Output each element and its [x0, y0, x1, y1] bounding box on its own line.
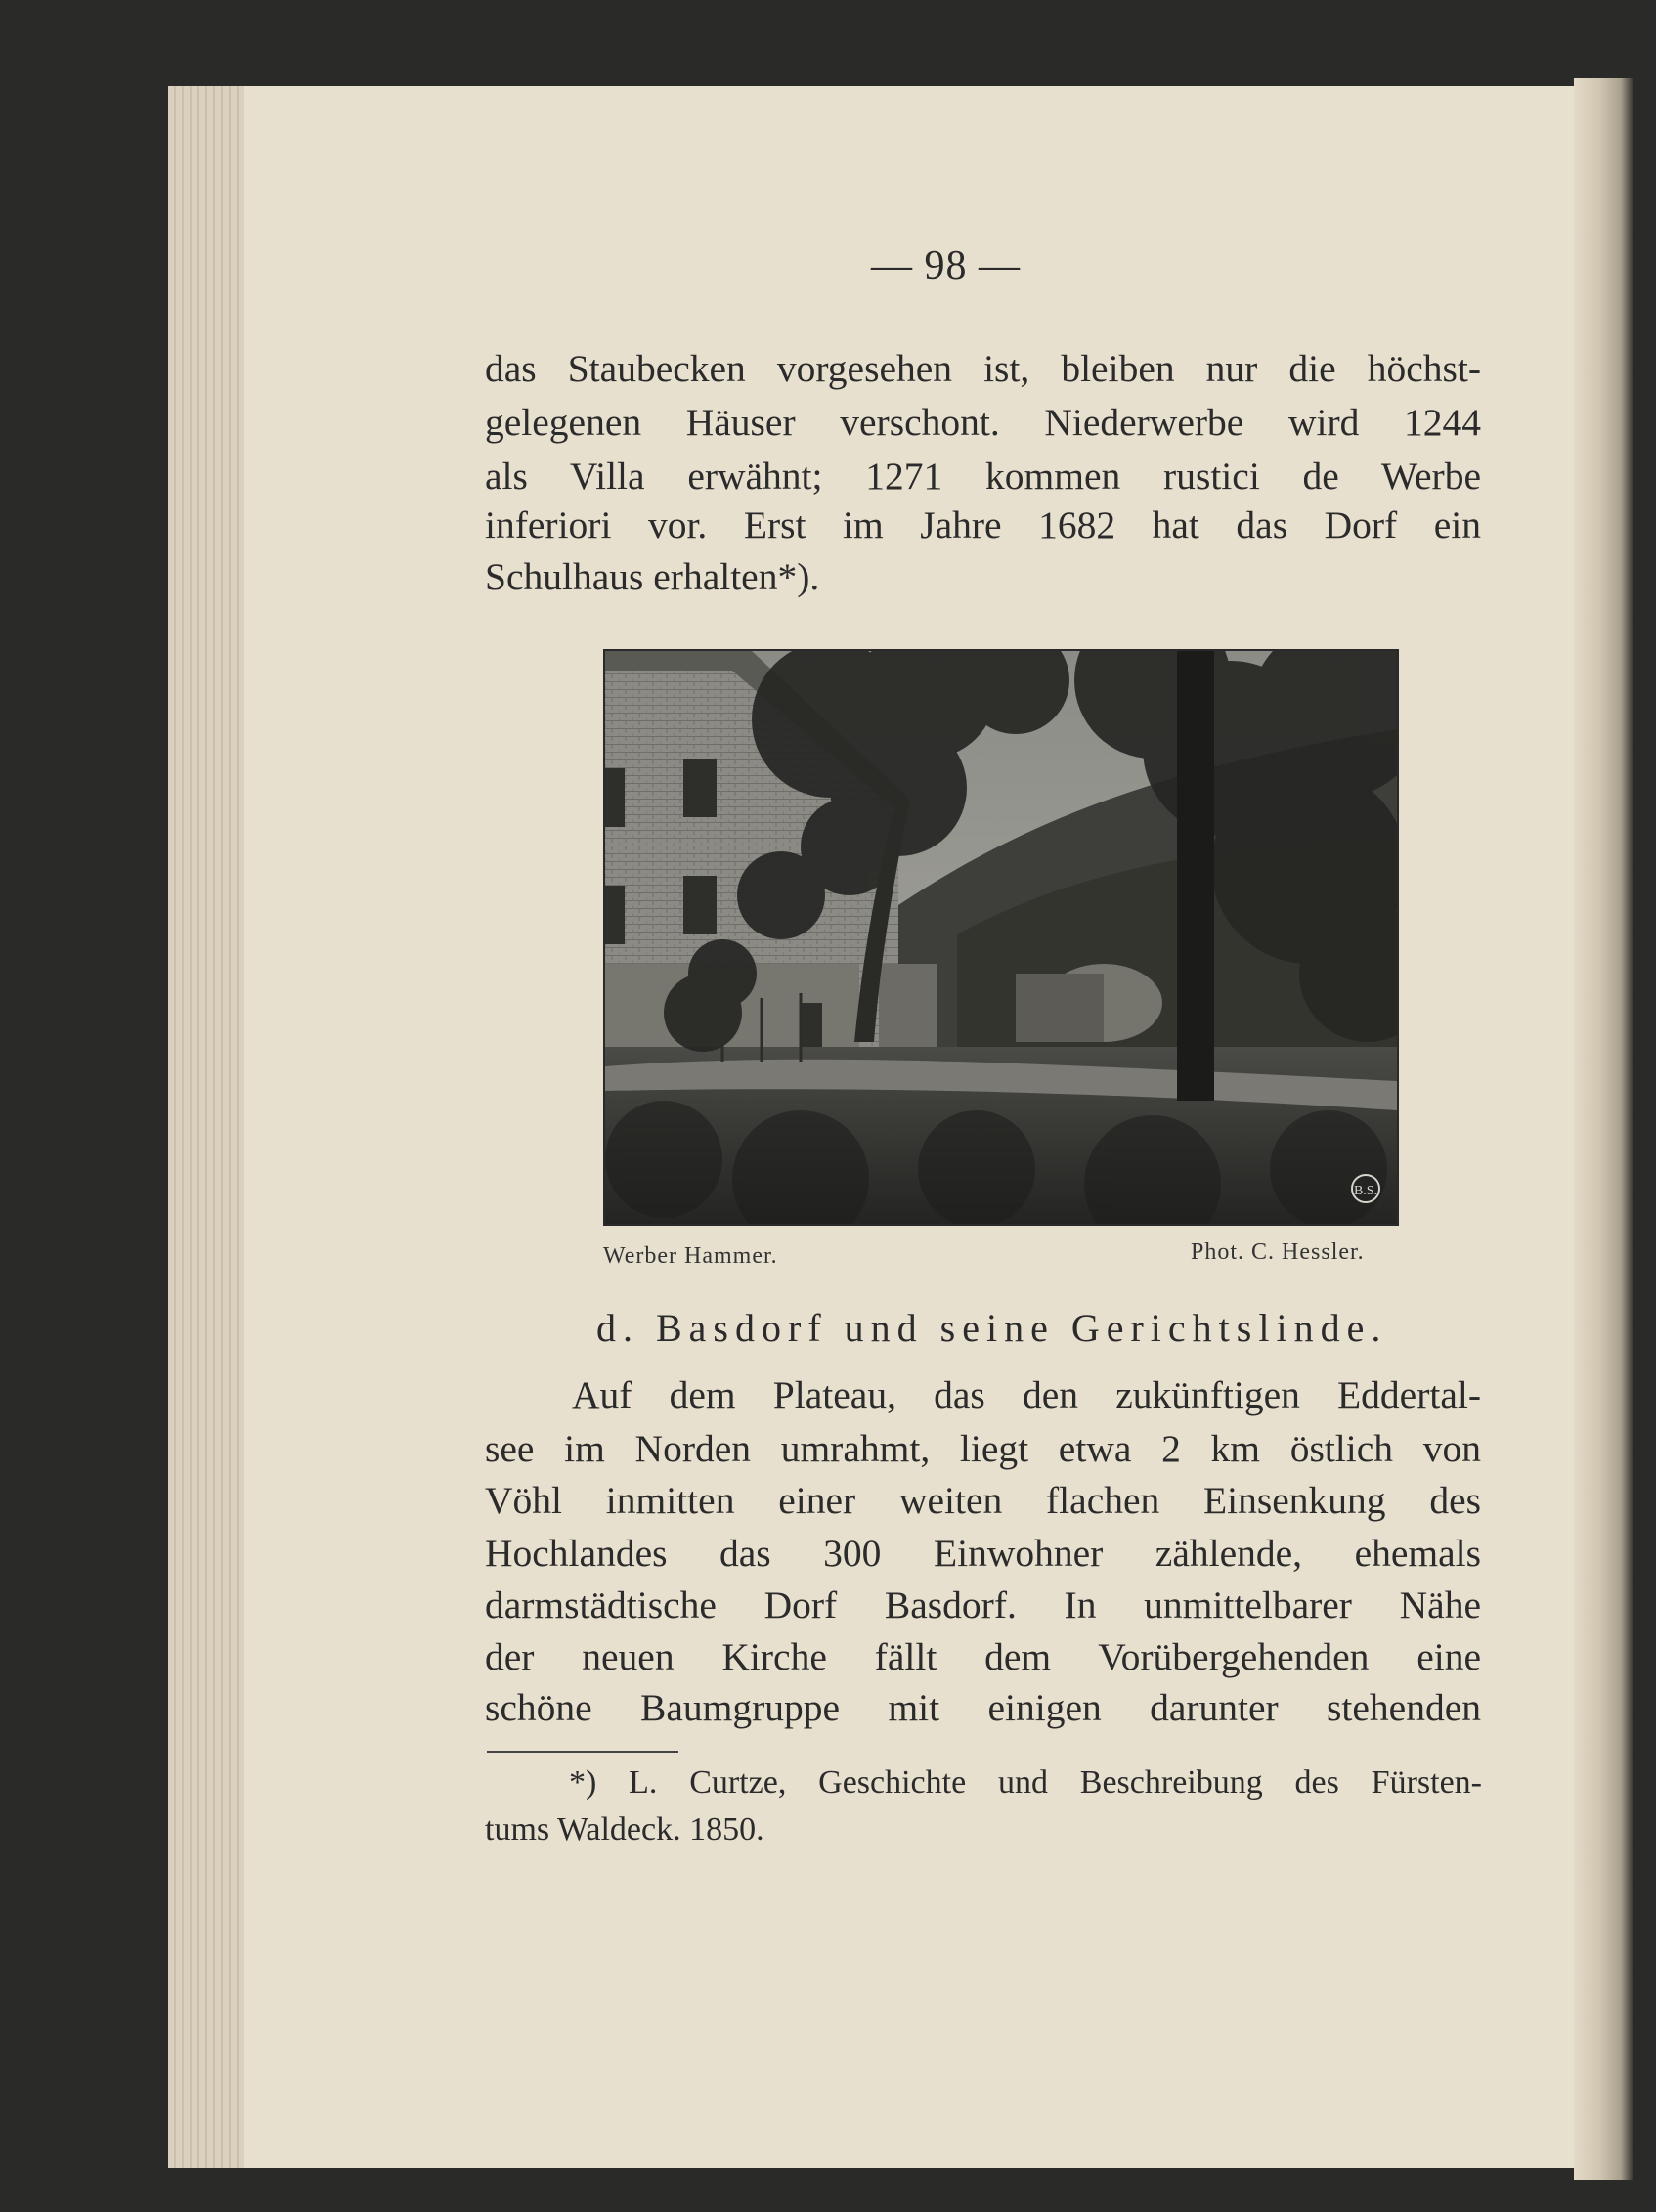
page-edges: [168, 86, 250, 2168]
paragraph1-line: als Villa erwähnt; 1271 kommen rustici de Werbe: [485, 455, 1481, 498]
figure-caption-title: Werber Hammer.: [603, 1243, 778, 1269]
paragraph1-line: gelegenen Häuser verschont. Niederwerbe wird 1244: [485, 401, 1481, 444]
paragraph1-line: inferiori vor. Erst im Jahre 1682 hat das Dorf ein: [485, 503, 1481, 546]
paragraph2-line: see im Norden umrahmt, liegt etwa 2 km östlich von: [485, 1427, 1481, 1470]
paragraph1-line: Schulhaus erhalten*).: [485, 555, 820, 598]
page-number: — 98 —: [871, 243, 1021, 288]
paragraph2-line: Hochlandes das 300 Einwohner zählende, ehemals: [485, 1532, 1481, 1575]
figure-caption-credit: Phot. C. Hessler.: [1191, 1239, 1365, 1265]
paragraph2-line: der neuen Kirche fällt dem Vorübergehenden eine: [485, 1635, 1481, 1678]
paragraph2-line: darmstädtische Dorf Basdorf. In unmittelbarer Nähe: [485, 1583, 1481, 1626]
photograph-werber-hammer: [603, 649, 1399, 1226]
paragraph2-line: schöne Baumgruppe mit einigen darunter stehenden: [485, 1686, 1481, 1729]
photo-monogram: B.S.: [1353, 1184, 1378, 1198]
footnote-line: *) L. Curtze, Geschichte und Beschreibung des Fürsten-: [569, 1764, 1482, 1800]
footnote-line: tums Waldeck. 1850.: [485, 1811, 764, 1847]
section-heading: d. Basdorf und seine Gerichtslinde.: [596, 1306, 1388, 1350]
footnote-rule: [487, 1751, 678, 1753]
photo-illustration: [605, 651, 1397, 1224]
book-gutter: [1574, 78, 1633, 2180]
paragraph1-line: das Staubecken vorgesehen ist, bleiben nur die höchst-: [485, 347, 1481, 390]
paragraph2-line: Vöhl inmitten einer weiten flachen Einsenkung des: [485, 1479, 1481, 1522]
paragraph2-line: Auf dem Plateau, das den zukünftigen Eddertal-: [572, 1373, 1481, 1416]
